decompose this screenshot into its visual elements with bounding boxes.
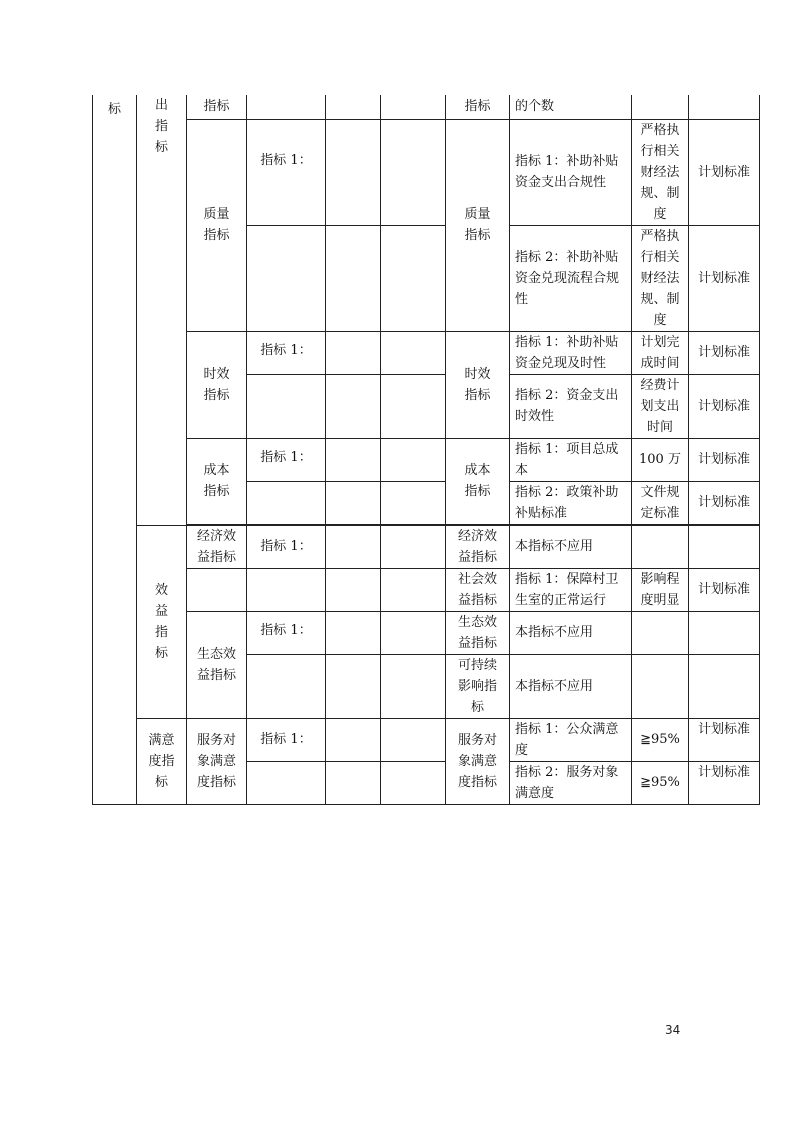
sustain-value xyxy=(632,654,689,718)
cost-std-2: 计划标准 xyxy=(689,481,760,524)
cell xyxy=(326,331,381,374)
level2-benefit-label: 效益指标 xyxy=(137,525,187,718)
quantity-std xyxy=(689,95,760,119)
quality-desc-1: 指标 1：补助补贴资金支出合规性 xyxy=(510,119,632,225)
table-row xyxy=(93,718,760,761)
econ-left-indicator: 指标 1： xyxy=(247,525,326,568)
social-desc: 指标 1：保障村卫生室的正常运行 xyxy=(510,568,632,611)
table-row xyxy=(93,611,760,654)
table-row xyxy=(93,438,760,481)
cell xyxy=(381,95,446,119)
cell xyxy=(247,654,326,718)
eco-right-category: 生态效益指标 xyxy=(446,611,510,654)
cell xyxy=(326,568,381,611)
sustain-desc: 本指标不应用 xyxy=(510,654,632,718)
time-value-2: 经费计划支出时间 xyxy=(632,374,689,438)
satis-value-1: ≧95% xyxy=(632,718,689,761)
performance-indicator-table xyxy=(92,95,760,805)
time-desc-1: 指标 1：补助补贴资金兑现及时性 xyxy=(510,331,632,374)
time-right-category: 时效指标 xyxy=(446,331,510,438)
level1-label: 标 xyxy=(93,95,137,804)
cell xyxy=(381,331,446,374)
social-std: 计划标准 xyxy=(689,568,760,611)
quality-right-category: 质量指标 xyxy=(446,119,510,331)
econ-right-category: 经济效益指标 xyxy=(446,525,510,568)
cell xyxy=(326,718,381,761)
cell xyxy=(247,761,326,804)
cell xyxy=(187,568,247,611)
quality-value-1: 严格执行相关财经法规、制度 xyxy=(632,119,689,225)
cell xyxy=(247,481,326,524)
cost-std-1: 计划标准 xyxy=(689,438,760,481)
cell xyxy=(381,718,446,761)
econ-std xyxy=(689,525,760,568)
time-left-indicator: 指标 1： xyxy=(247,331,326,374)
cell xyxy=(247,374,326,438)
quantity-left-category: 指标 xyxy=(187,95,247,119)
table-row xyxy=(93,568,760,611)
cell xyxy=(326,611,381,654)
cost-desc-1: 指标 1：项目总成本 xyxy=(510,438,632,481)
table-row xyxy=(93,119,760,225)
quality-left-indicator: 指标 1： xyxy=(247,119,326,225)
satis-left-indicator: 指标 1： xyxy=(247,718,326,761)
cell xyxy=(326,525,381,568)
quality-left-category: 质量指标 xyxy=(187,119,247,331)
quality-std-2: 计划标准 xyxy=(689,225,760,331)
satis-std-1: 计划标准 xyxy=(689,718,760,761)
satis-left-category: 服务对象满意度指标 xyxy=(187,718,247,804)
eco-desc: 本指标不应用 xyxy=(510,611,632,654)
econ-desc: 本指标不应用 xyxy=(510,525,632,568)
cost-left-category: 成本指标 xyxy=(187,438,247,524)
cost-value-1: 100 万 xyxy=(632,438,689,481)
cell xyxy=(381,119,446,225)
cell xyxy=(381,611,446,654)
quantity-desc: 的个数 xyxy=(510,95,632,119)
cost-desc-2: 指标 2：政策补助补贴标准 xyxy=(510,481,632,524)
satis-desc-2: 指标 2：服务对象满意度 xyxy=(510,761,632,804)
cell xyxy=(326,225,381,331)
cell xyxy=(326,481,381,524)
cell xyxy=(247,95,326,119)
level2-satisfaction-label: 满意度指标 xyxy=(137,718,187,804)
satis-std-2: 计划标准 xyxy=(689,761,760,804)
time-std-2: 计划标准 xyxy=(689,374,760,438)
eco-left-indicator: 指标 1： xyxy=(247,611,326,654)
cell xyxy=(326,374,381,438)
cell xyxy=(381,374,446,438)
satis-value-2: ≧95% xyxy=(632,761,689,804)
cost-right-category: 成本指标 xyxy=(446,438,510,524)
cell xyxy=(326,761,381,804)
level2-output-label: 出指标 xyxy=(137,95,187,525)
satis-desc-1: 指标 1：公众满意度 xyxy=(510,718,632,761)
cell xyxy=(381,761,446,804)
time-value-1: 计划完成时间 xyxy=(632,331,689,374)
table-row xyxy=(93,525,760,568)
time-left-category: 时效指标 xyxy=(187,331,247,438)
cell xyxy=(381,225,446,331)
cell xyxy=(381,654,446,718)
time-std-1: 计划标准 xyxy=(689,331,760,374)
cell xyxy=(247,225,326,331)
table-row xyxy=(93,331,760,374)
quality-std-1: 计划标准 xyxy=(689,119,760,225)
quality-value-2: 严格执行相关财经法规、制度 xyxy=(632,225,689,331)
cell xyxy=(326,95,381,119)
cost-value-2: 文件规定标准 xyxy=(632,481,689,524)
cell xyxy=(381,525,446,568)
sustain-right-category: 可持续影响指标 xyxy=(446,654,510,718)
cell xyxy=(326,654,381,718)
cell xyxy=(326,119,381,225)
social-value: 影响程度明显 xyxy=(632,568,689,611)
satis-right-category: 服务对象满意度指标 xyxy=(446,718,510,804)
page-number: 34 xyxy=(665,1023,681,1037)
table-row xyxy=(93,95,760,119)
cell xyxy=(381,481,446,524)
eco-value xyxy=(632,611,689,654)
cell xyxy=(247,568,326,611)
eco-left-category: 生态效益指标 xyxy=(187,611,247,718)
quantity-value xyxy=(632,95,689,119)
cell xyxy=(381,568,446,611)
quantity-right-category: 指标 xyxy=(446,95,510,119)
cost-left-indicator: 指标 1： xyxy=(247,438,326,481)
sustain-std xyxy=(689,654,760,718)
cell xyxy=(326,438,381,481)
eco-std xyxy=(689,611,760,654)
social-right-category: 社会效益指标 xyxy=(446,568,510,611)
cell xyxy=(381,438,446,481)
time-desc-2: 指标 2：资金支出时效性 xyxy=(510,374,632,438)
econ-value xyxy=(632,525,689,568)
econ-left-category: 经济效益指标 xyxy=(187,525,247,568)
quality-desc-2: 指标 2：补助补贴资金兑现流程合规性 xyxy=(510,225,632,331)
